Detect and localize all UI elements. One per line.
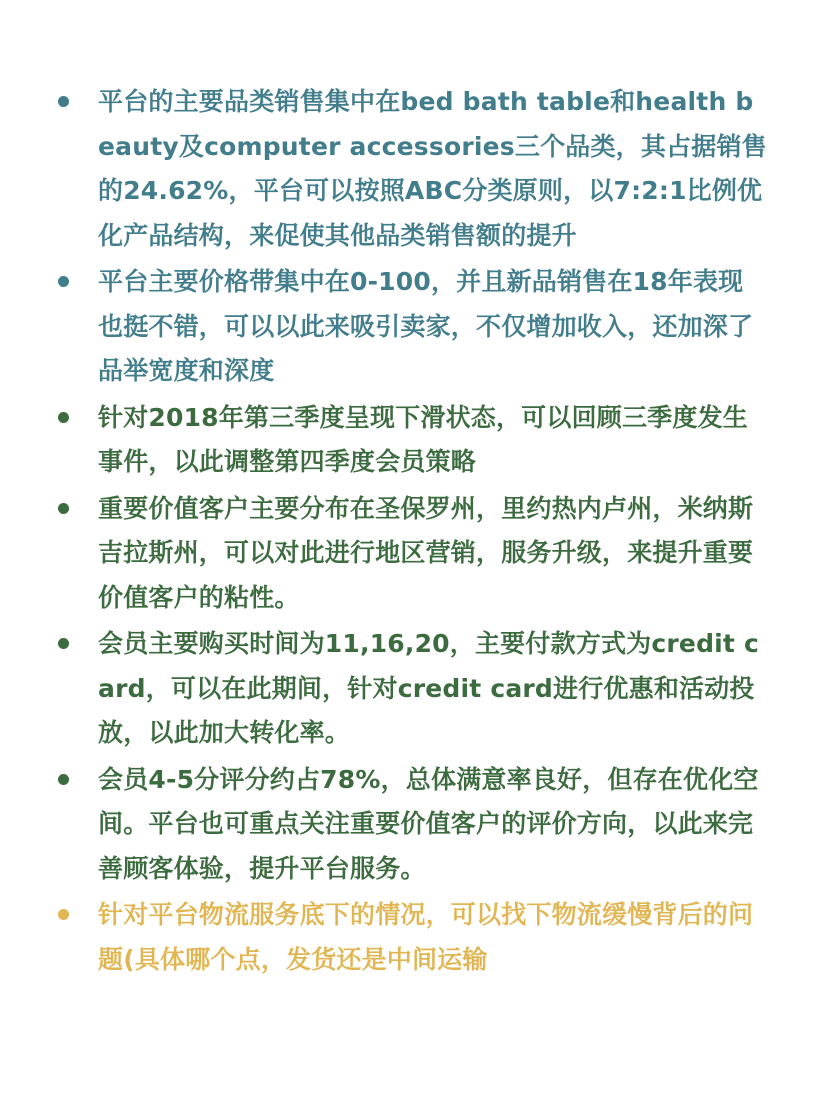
bullet-dot-icon xyxy=(58,503,69,514)
bullet-dot-icon xyxy=(58,96,69,107)
list-item xyxy=(58,80,768,258)
bullet-dot-icon xyxy=(58,909,69,920)
bullet-dot-icon xyxy=(58,412,69,423)
list-item xyxy=(58,396,768,485)
list-item-text: 重要价值客户主要分布在圣保罗州，里约热内卢州，米纳斯吉拉斯州，可以对此进行地区营销，服务升级，来提升重要价值客户的粘性。 xyxy=(98,493,754,612)
list-item-text: 会员主要购买时间为11,16,20，主要付款方式为credit card，可以在此期间，针对credit card进行优惠和活动投放，以此加大转化率。 xyxy=(98,629,760,747)
list-item-text: 针对2018年第三季度呈现下滑状态，可以回顾三季度发生事件，以此调整第四季度会员策略 xyxy=(98,402,748,476)
bullet-dot-icon xyxy=(58,638,69,649)
list-item xyxy=(58,893,768,982)
list-item-text: 平台主要价格带集中在0-100，并且新品销售在18年表现也挺不错，可以以此来吸引卖家，不仅增加收入，还加深了品举宽度和深度 xyxy=(98,267,754,385)
list-item xyxy=(58,758,768,892)
insight-list xyxy=(58,80,768,984)
bullet-dot-icon xyxy=(58,276,69,287)
list-item xyxy=(58,622,768,756)
list-item-text: 会员4-5分评分约占78%，总体满意率良好，但存在优化空间。平台也可重点关注重要价值客户的评价方向，以此来完善顾客体验，提升平台服务。 xyxy=(98,764,759,883)
list-item-text: 平台的主要品类销售集中在bed bath table和health beauty及computer accessories三个品类，其占据销售的24.62%，平台可以按照ABC分类原则，以7:2:1比例优化产品结构，来促使其他品类销售额的提升 xyxy=(98,87,767,250)
list-item xyxy=(58,487,768,621)
bullet-dot-icon xyxy=(58,774,69,785)
list-item xyxy=(58,260,768,394)
list-item-text: 针对平台物流服务底下的情况，可以找下物流缓慢背后的问题(具体哪个点，发货还是中间运输 xyxy=(98,900,754,974)
